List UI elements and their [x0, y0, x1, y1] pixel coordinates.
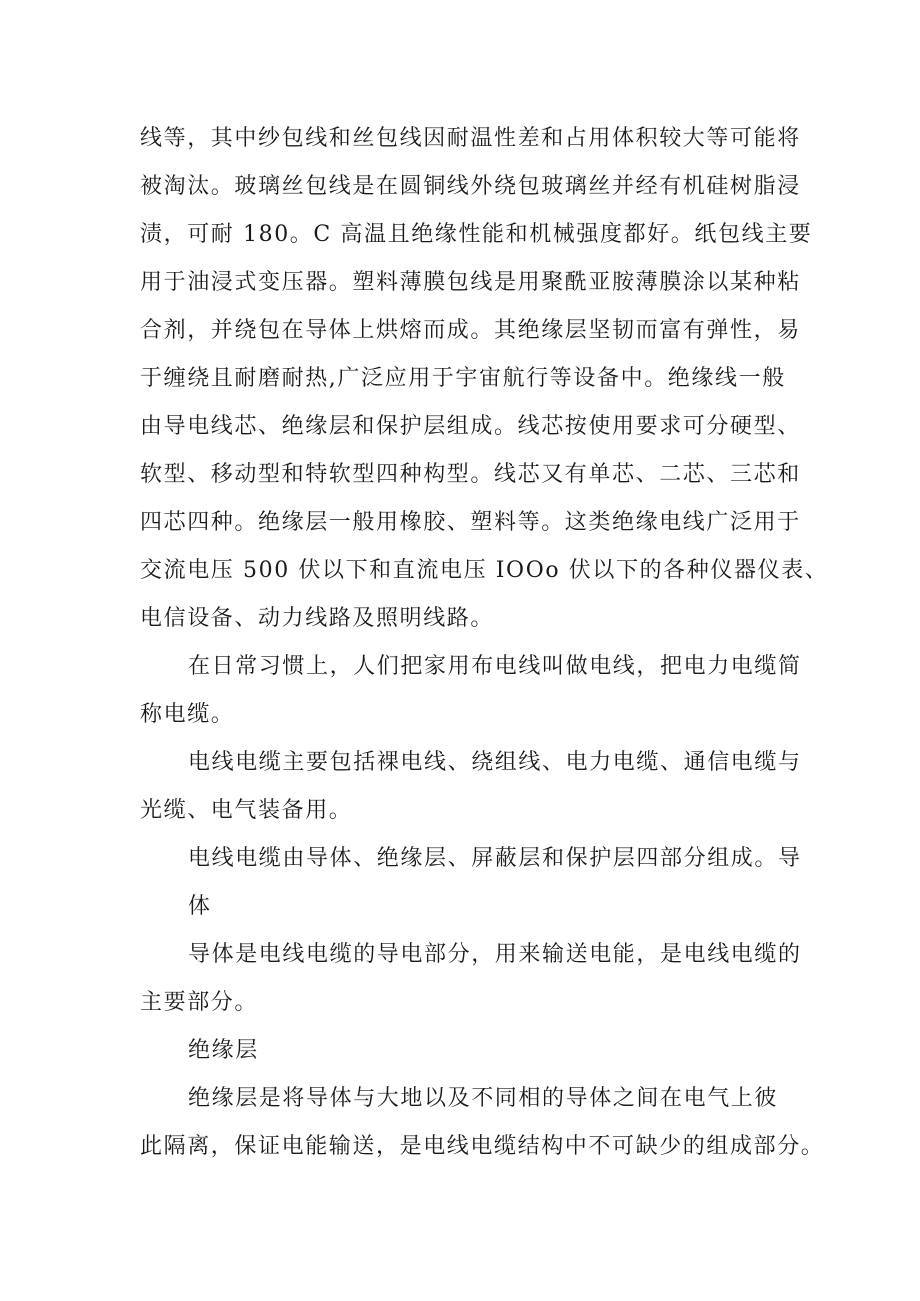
text-line: 电信设备、动力线路及照明线路。	[140, 606, 495, 631]
text-line: 主要部分。	[140, 990, 259, 1015]
text-line: 线等，其中纱包线和丝包线因耐温性差和占用体积较大等可能将	[140, 126, 801, 151]
text-line: 称电缆。	[140, 702, 235, 727]
text-line: 光缆、电气装备用。	[140, 798, 353, 823]
paragraph-start-line: 在日常习惯上，人们把家用布电线叫做电线，把电力电缆简	[188, 654, 802, 679]
paragraph-start-line: 导体是电线电缆的导电部分，用来输送电能，是电线电缆的	[188, 942, 802, 967]
text-line: 于缠绕且耐磨耐热,广泛应用于宇宙航行等设备中。绝缘线一般	[140, 366, 786, 391]
section-heading-insulation: 绝缘层	[188, 1038, 259, 1063]
text-line: 被淘汰。玻璃丝包线是在圆铜线外绕包玻璃丝并经有机硅树脂浸	[140, 174, 801, 199]
text-line: 软型、移动型和特软型四种构型。线芯又有单芯、二芯、三芯和	[140, 462, 801, 487]
text-line: 渍，可耐 180。C 高温且绝缘性能和机械强度都好。纸包线主要	[140, 222, 813, 247]
paragraph-start-line: 电线电缆由导体、绝缘层、屏蔽层和保护层四部分组成。导	[188, 846, 802, 871]
text-line: 合剂，并绕包在导体上烘熔而成。其绝缘层坚韧而富有弹性，易	[140, 318, 801, 343]
text-line: 用于油浸式变压器。塑料薄膜包线是用聚酰亚胺薄膜涂以某种粘	[140, 270, 801, 295]
paragraph-start-line: 绝缘层是将导体与大地以及不同相的导体之间在电气上彼	[188, 1086, 779, 1111]
section-heading-conductor: 体	[188, 894, 212, 919]
text-line: 由导电线芯、绝缘层和保护层组成。线芯按使用要求可分硬型、	[140, 414, 801, 439]
text-line: 此隔离，保证电能输送，是电线电缆结构中不可缺少的组成部分。	[140, 1134, 825, 1159]
paragraph-start-line: 电线电缆主要包括裸电线、绕组线、电力电缆、通信电缆与	[188, 750, 802, 775]
text-line: 四芯四种。绝缘层一般用橡胶、塑料等。这类绝缘电线广泛用于	[140, 510, 801, 535]
text-line: 交流电压 500 伏以下和直流电压 IOOo 伏以下的各种仪器仪表、	[140, 558, 829, 583]
